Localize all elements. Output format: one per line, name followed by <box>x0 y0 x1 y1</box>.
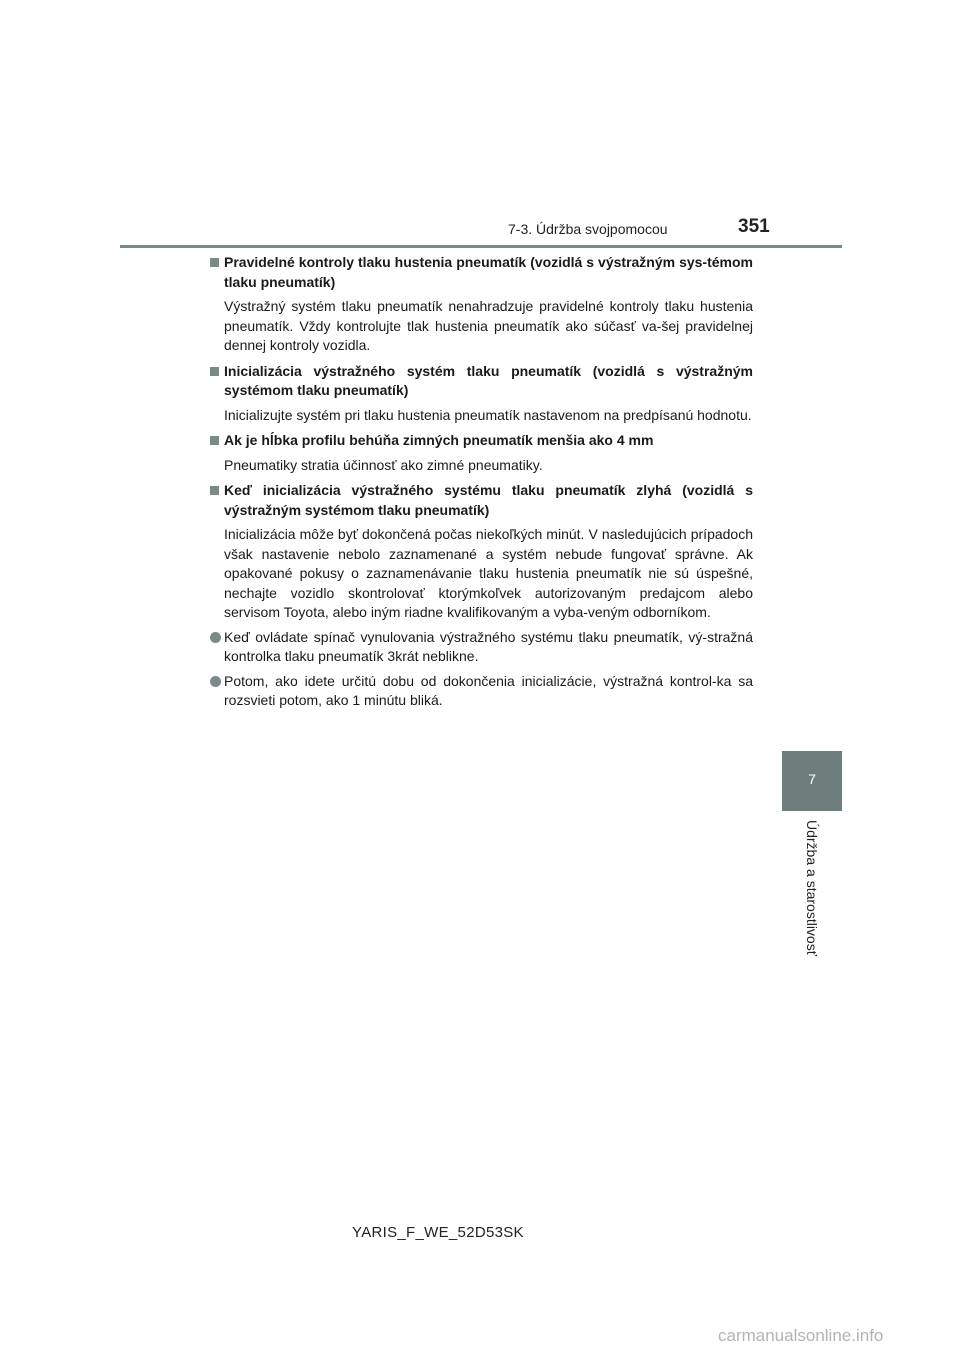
list-item <box>208 672 753 711</box>
square-bullet-icon <box>210 436 219 445</box>
square-bullet-icon <box>210 486 219 495</box>
square-bullet-icon <box>210 367 219 376</box>
section-initialization-failure <box>208 481 753 711</box>
chapter-tab <box>782 751 842 811</box>
square-bullet-icon <box>210 258 219 267</box>
section-heading <box>208 481 753 520</box>
page-number: 351 <box>738 216 770 237</box>
section-title: 7-3. Údržba svojpomocou <box>508 221 668 237</box>
watermark: carmanualsonline.info <box>718 1326 884 1345</box>
section-heading-text: Inicializácia výstražného systém tlaku pneumatík (vozidlá s výstražným systémom tlaku pneumatík) <box>224 362 753 398</box>
section-heading-text: Keď inicializácia výstražného systému tlaku pneumatík zlyhá (vozidlá s výstražným systémom tlaku pneumatík) <box>224 482 753 518</box>
section-heading-text: Ak je hĺbka profilu behúňa zimných pneumatík menšia ako 4 mm <box>224 432 654 448</box>
header-divider <box>120 245 842 248</box>
chapter-number: 7 <box>808 771 816 787</box>
chapter-label <box>804 820 824 970</box>
main-content <box>208 253 753 717</box>
circle-bullet-icon <box>210 632 221 643</box>
section-heading-text: Pravidelné kontroly tlaku hustenia pneumatík (vozidlá s výstražným sys-témom tlaku pneumatík) <box>224 254 753 290</box>
section-heading <box>208 362 753 401</box>
section-body: Inicializujte systém pri tlaku hustenia pneumatík nastavenom na predpísanú hodnotu. <box>224 406 752 423</box>
document-code: YARIS_F_WE_52D53SK <box>352 1224 524 1241</box>
section-body: Výstražný systém tlaku pneumatík nenahradzuje pravidelné kontroly tlaku hustenia pneumatík. Vždy kontrolujte tlak hustenia pneumatík ako súčasť va-šej pravidelnej dennej kontroly vozidla. <box>224 298 753 353</box>
section-body: Pneumatiky stratia účinnosť ako zimné pneumatiky. <box>224 456 543 473</box>
section-body: Inicializácia môže byť dokončená počas niekoľkých minút. V nasledujúcich prípadoch však nastavenie nebolo zaznamenané a systém nebude fungovať správne. Ak opakované pokusy o zaznamenávanie tlaku hustenia pneumatík nie sú úspešné, nechajte vozidlo skontrolovať ktorýmkoľvek autorizovaným predajcom alebo servisom Toyota, alebo iným riadne kvalifikovaným a vyba-veným odborníkom. <box>224 526 753 620</box>
list-item-text: Keď ovládate spínač vynulovania výstražného systému tlaku pneumatík, vý-stražná kontrolka tlaku pneumatík 3krát neblikne. <box>224 628 753 664</box>
section-winter-tread-depth <box>208 431 753 475</box>
list-item-text: Potom, ako idete určitú dobu od dokončenia inicializácie, výstražná kontrol-ka sa rozsvieti potom, ako 1 minútu bliká. <box>224 672 753 708</box>
section-initialization <box>208 362 753 426</box>
section-heading <box>208 431 753 451</box>
section-heading <box>208 253 753 292</box>
circle-bullet-icon <box>210 676 221 687</box>
list-item <box>208 628 753 667</box>
section-tire-pressure-checks <box>208 253 753 356</box>
chapter-label-text: Údržba a starostlivosť <box>804 820 820 956</box>
